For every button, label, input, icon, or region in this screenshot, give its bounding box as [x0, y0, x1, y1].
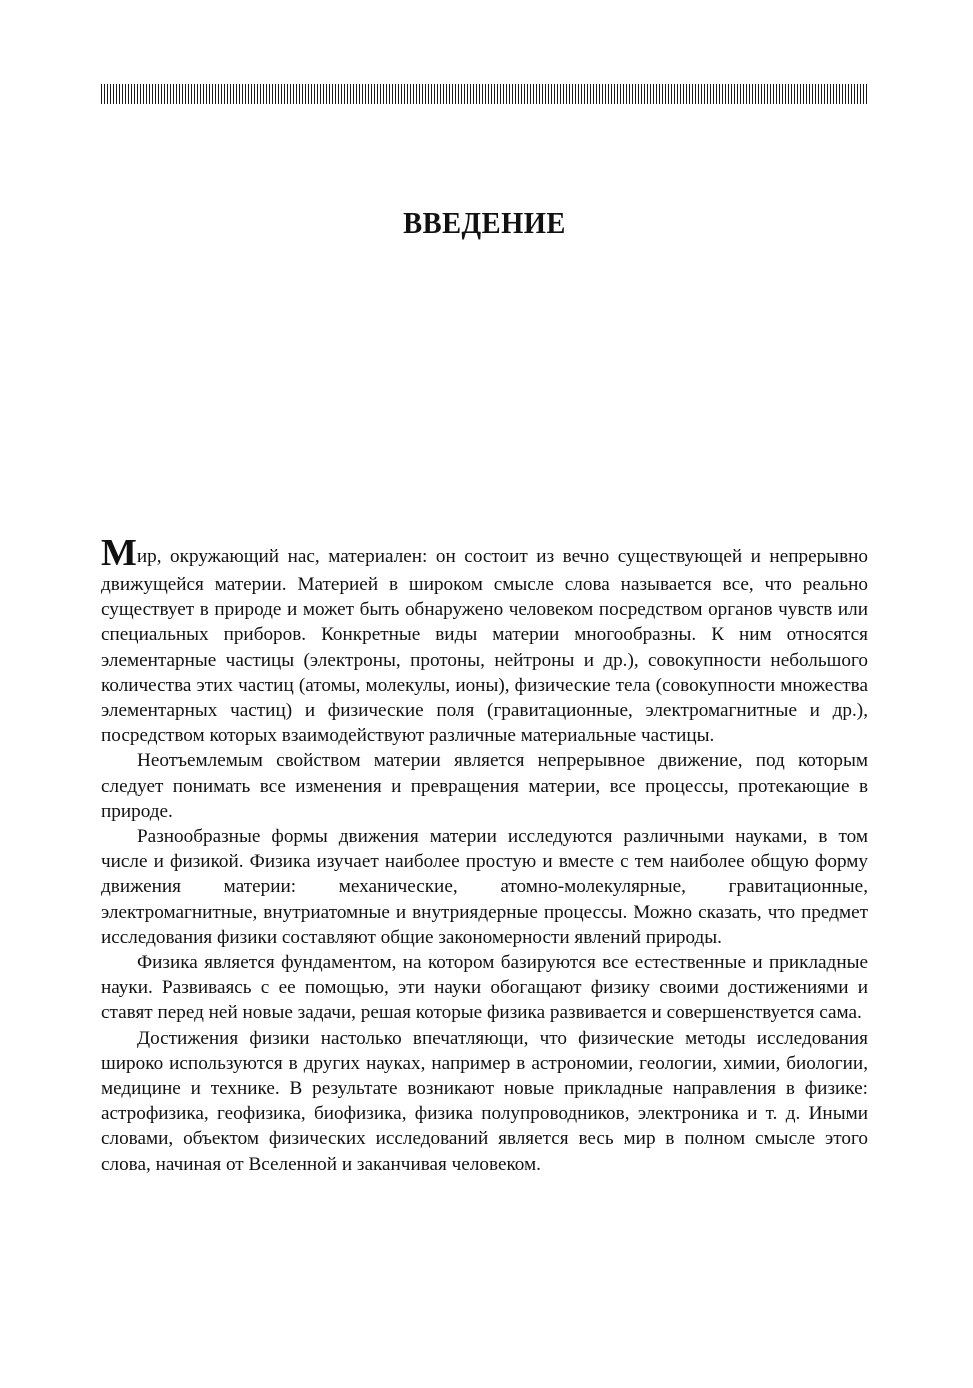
paragraph-1	[101, 534, 868, 748]
header-decorative-rule	[101, 84, 868, 104]
paragraph-4: Физика является фундаментом, на котором базируются все естественные и прикладные науки. Развиваясь с ее помощью, эти науки обогащают физику своими достижениями и ставят перед ней новые задачи, решая которые физика развивается и совершенствуется сама.	[101, 952, 868, 1024]
drop-cap: М	[101, 532, 137, 574]
paragraph-3: Разнообразные формы движения материи исследуются различными науками, в том числе и физикой. Физика изучает наиболее простую и вместе с тем наиболее общую форму движения материи: механические, атомно-молекулярные, гравитационные, электромагнитные, внутриатомные и внутриядерные процессы. Можно сказать, что предмет исследования физики составляют общие закономерности явлений природы.	[101, 826, 868, 948]
body-text	[101, 534, 868, 1177]
paragraph-5: Достижения физики настолько впечатляющи, что физические методы исследования широко используются в других науках, например в астрономии, геологии, химии, биологии, медицине и технике. В результате возникают новые прикладные направления в физике: астрофизика, геофизика, биофизика, физика полупроводников, электроника и т. д. Иными словами, объектом физических исследований является весь мир в полном смысле этого слова, начиная от Вселенной и заканчивая человеком.	[101, 1027, 868, 1175]
paragraph-1-text: ир, окружающий нас, материален: он состоит из вечно существующей и непрерывно движущейся материи. Материей в широком смысле слова называется все, что реально существует в природе и может быть обнаружено человеком посредством органов чувств или специальных приборов. Конкретные виды материи многообразны. К ним относятся элементарные частицы (электроны, протоны, нейтроны и др.), совокупности небольшого количества этих частиц (атомы, молекулы, ионы), физические тела (совокупности множества элементарных частиц) и физические поля (гравитационные, электромагнитные и др.), посредством которых взаимодействуют различные материальные частицы.	[101, 546, 868, 747]
chapter-title: ВВЕДЕНИЕ	[403, 205, 566, 240]
paragraph-2: Неотъемлемым свойством материи является непрерывное движение, под которым следует понимать все изменения и превращения материи, все процессы, протекающие в природе.	[101, 750, 868, 822]
